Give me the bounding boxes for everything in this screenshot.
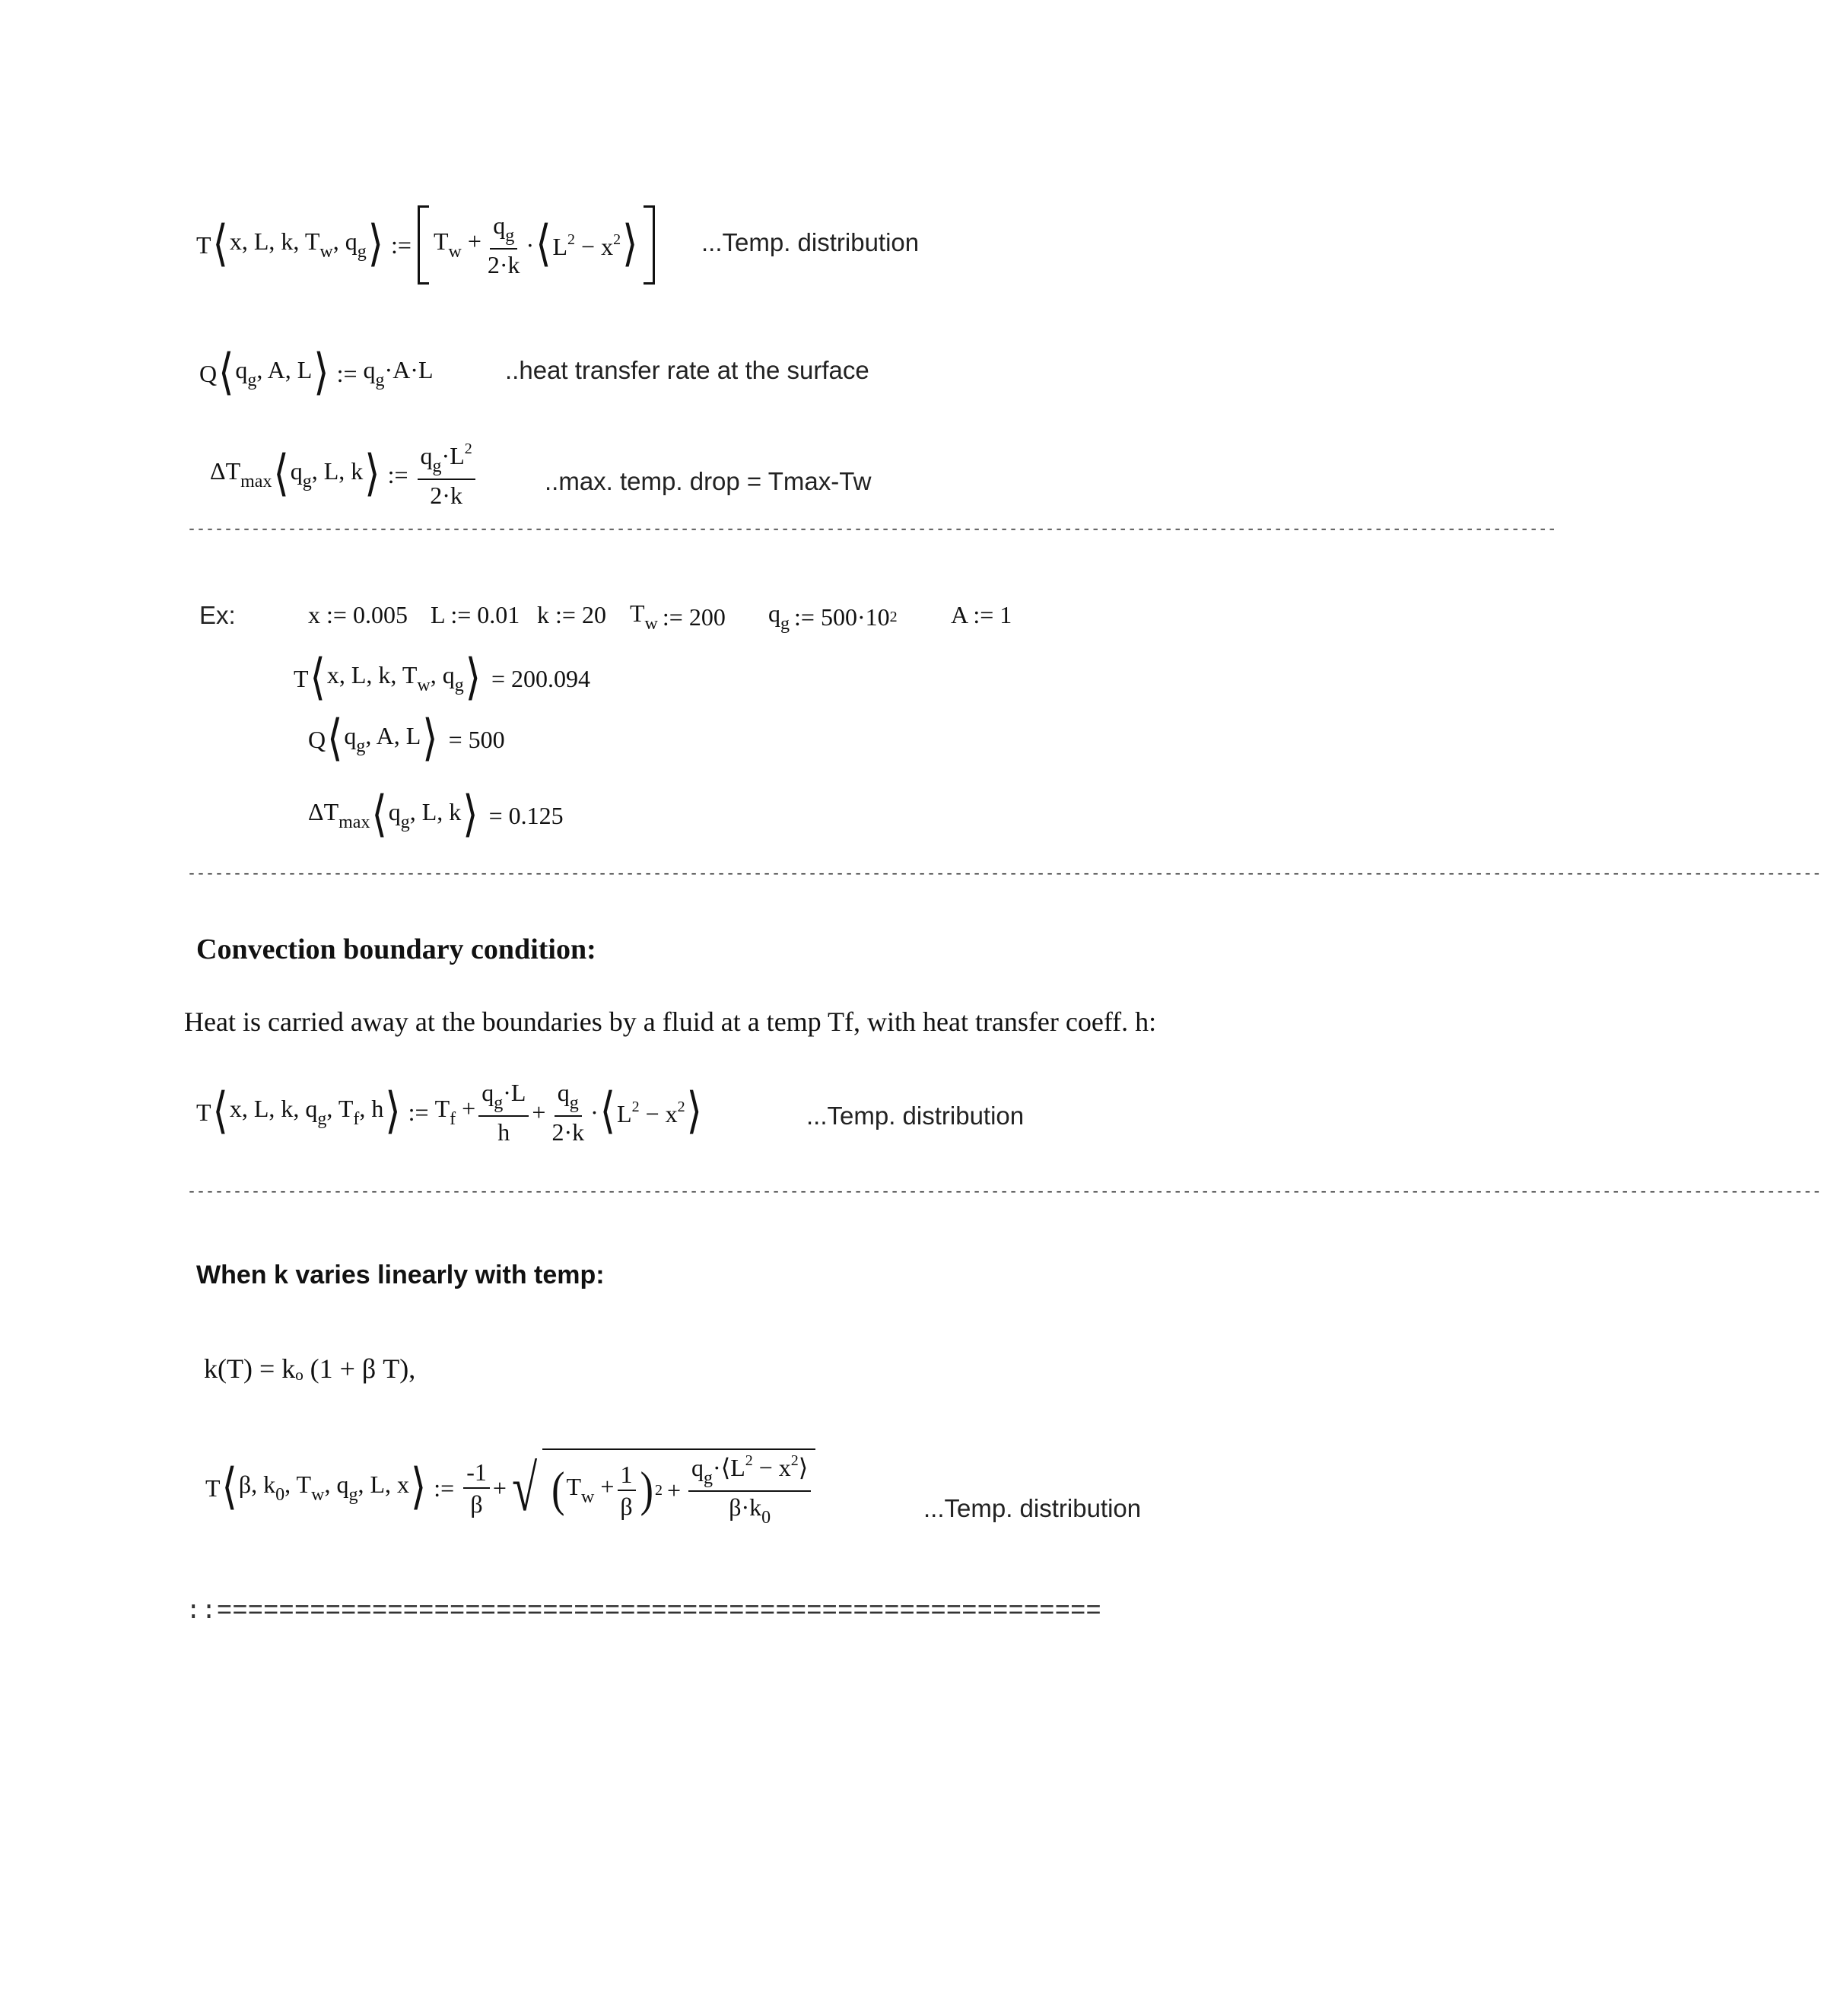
example-T-result: = 200.094 (491, 665, 591, 692)
convection-equation: T ⟨ x, L, k, $q_g$, $T_f$, h ⟩ := $T_f$ + $\frac{q_g\cdot L}{h}$ + $\frac{q_g}{2\cdot k}$ · ⟨ $L^2 - x^2$ ⟩ (196, 1079, 702, 1146)
temp-distribution-equation: T ⟨ x, L, k, $T_w$, $q_g$ ⟩ := $T_w$ + $\frac{q_g}{2\cdot k}$ · ⟨ $L^2 - x^2$ ⟩ (196, 205, 655, 285)
heat-rate-note: ..heat transfer rate at the surface (505, 356, 869, 384)
example-dT-result: = 0.125 (488, 802, 564, 829)
example-Q-call: Q ⟨ $q_g$, A, L ⟩ = 500 (308, 711, 505, 766)
example-A: A := 1 (951, 601, 1012, 628)
convection-heading: Convection boundary condition: (196, 933, 596, 965)
example-Tw: $T_w$ := 200 (630, 599, 726, 634)
divider-1: ------------------------------------------------------------------------------------------------------------------------------------------------------ (187, 521, 1557, 539)
linear-k-heading: When k varies linearly with temp: (196, 1261, 605, 1289)
divider-2: ----------------------------------------------------------------------------------------------------------------------------------------------------------------------------------- (187, 866, 1821, 883)
heat-rate-equation: Q ⟨ $q_g$, A, L ⟩ := $q_g\cdot A\cdot L$ (199, 345, 434, 400)
example-x: x := 0.005 (308, 601, 408, 628)
example-T-call: T ⟨ x, L, k, $T_w$, $q_g$ ⟩ = 200.094 (294, 650, 591, 705)
convection-description: Heat is carried away at the boundaries by a fluid at a temp Tf, with heat transfer coeff. h: (184, 1006, 1157, 1037)
linear-k-note: ...Temp. distribution (923, 1494, 1142, 1522)
max-temp-drop-note: ..max. temp. drop = Tmax-Tw (545, 467, 872, 495)
max-temp-drop-equation: $\Delta T_{max}$ ⟨ $q_g$, L, k ⟩ := $\frac{q_g\cdot L^2}{2\cdot k}$ (210, 441, 478, 507)
temp-distribution-note: ...Temp. distribution (701, 228, 920, 256)
end-rule: ::========================================================= (186, 1598, 1101, 1626)
linear-k-equation: T ⟨ β, $k_0$, $T_w$, $q_g$, L, x ⟩ := $\frac{-1}{\beta}$ + √ ( $T_w$ + $\frac{1}{\beta}$ ) 2 + $\frac{q_g\cdot⟨L^2 - x^2⟩}{\beta\cdot k_0}$ (205, 1448, 815, 1527)
example-Q-result: = 500 (448, 726, 505, 753)
example-k: k := 20 (537, 601, 606, 628)
example-L: L := 0.01 (431, 601, 520, 628)
example-label: Ex: (199, 601, 236, 629)
linear-k-formula: k(T) = kₒ (1 + β T), (204, 1353, 416, 1384)
convection-note: ...Temp. distribution (806, 1102, 1025, 1130)
example-dT-call: $\Delta T_{max}$ ⟨ $q_g$, L, k ⟩ = 0.125 (308, 787, 564, 842)
example-qg: $q_g$ := 500·10 2 (768, 599, 898, 634)
divider-3: ----------------------------------------------------------------------------------------------------------------------------------------------------------------------------------- (187, 1184, 1821, 1201)
example-Tw-value: := 200 (662, 603, 726, 631)
example-qg-value: := 500·10 (794, 603, 890, 631)
